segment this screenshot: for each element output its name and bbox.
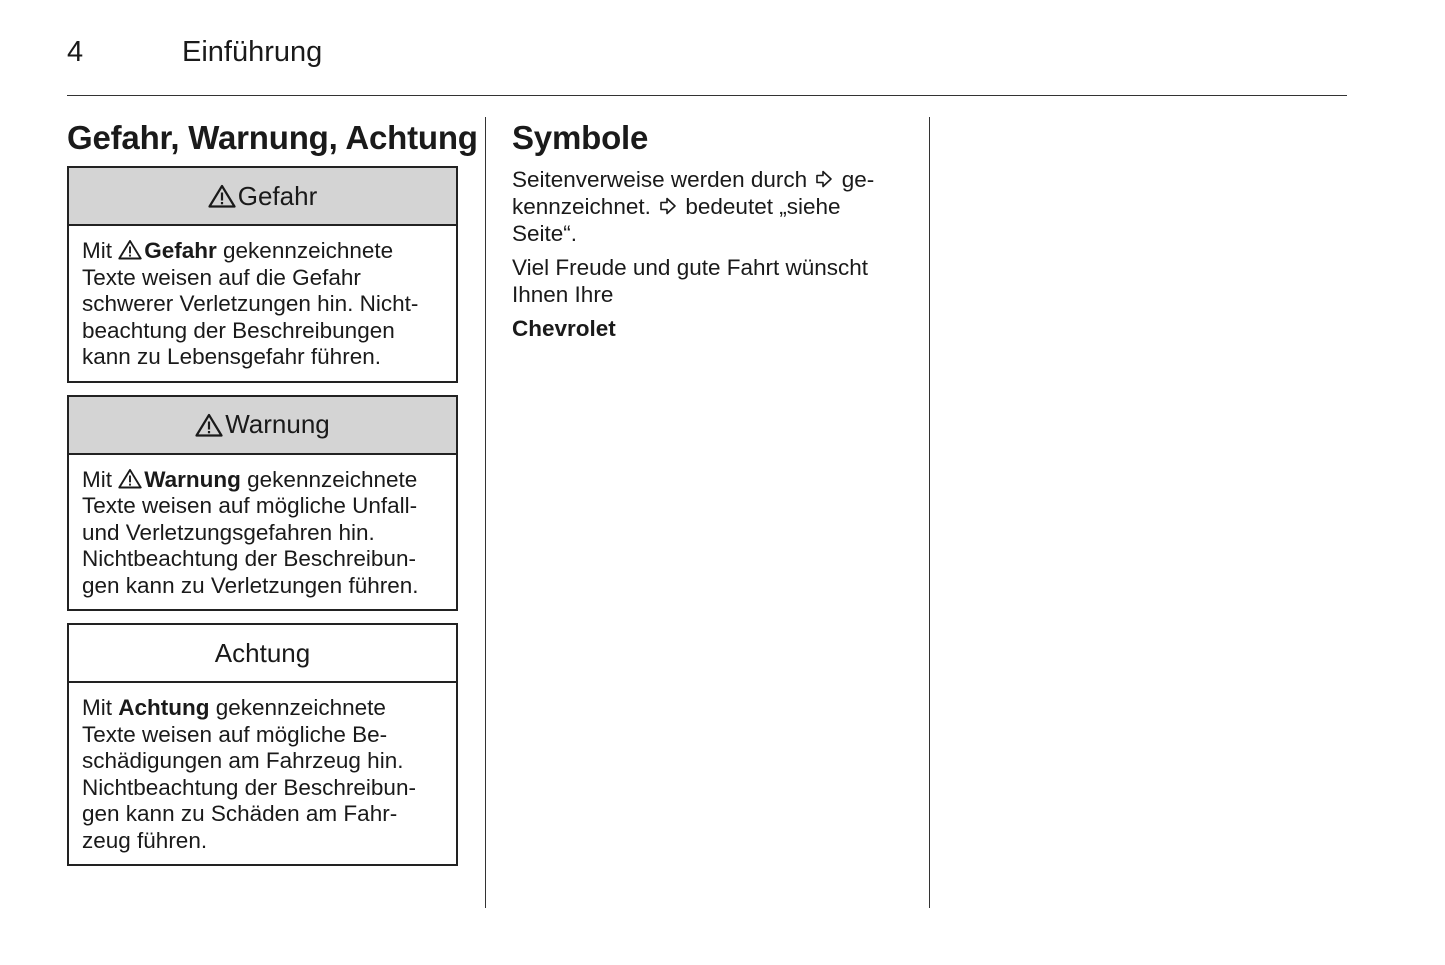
warning-keyword: Warnung bbox=[144, 466, 241, 492]
caution-box bbox=[67, 623, 458, 866]
text-line: Seite“. bbox=[512, 221, 578, 246]
text-fragment: ge- bbox=[835, 167, 875, 192]
text-line: Texte weisen auf mögliche Unfall- bbox=[82, 493, 418, 518]
warning-triangle-icon bbox=[118, 239, 142, 260]
text-line: beachtung der Beschreibungen bbox=[82, 317, 395, 343]
text-line: gen kann zu Schäden am Fahr- bbox=[82, 801, 398, 826]
text-line: und Verletzungsgefahren hin. bbox=[82, 519, 375, 545]
danger-text bbox=[69, 226, 456, 381]
warning-box bbox=[67, 395, 458, 612]
text-line: Ihnen Ihre bbox=[512, 282, 614, 307]
section-title-symbols: Symbole bbox=[512, 119, 649, 156]
caution-heading: Achtung bbox=[214, 637, 311, 668]
page-number: 4 bbox=[67, 36, 84, 68]
text-fragment: Mit bbox=[82, 238, 119, 263]
text-fragment: gekennzeichnete bbox=[240, 466, 418, 492]
text-line: Texte weisen auf mögliche Be- bbox=[82, 721, 388, 747]
text-fragment: Mit bbox=[82, 695, 119, 720]
warning-heading: Warnung bbox=[225, 409, 330, 439]
column-symbols bbox=[512, 118, 907, 349]
text-fragment: gekennzeichnete bbox=[209, 695, 386, 720]
warning-triangle-icon bbox=[208, 184, 236, 208]
text-line: schädigungen am Fahrzeug hin. bbox=[82, 748, 404, 773]
page-reference-paragraph bbox=[512, 166, 907, 247]
caution-header bbox=[69, 625, 456, 683]
text-line: gen kann zu Verletzungen führen. bbox=[82, 572, 419, 598]
text-fragment: Mit bbox=[82, 466, 119, 492]
column-warnings bbox=[67, 118, 478, 878]
text-line: Nichtbeachtung der Beschreibun- bbox=[82, 546, 416, 571]
warning-triangle-icon bbox=[118, 468, 142, 489]
text-fragment: kennzeichnet. bbox=[512, 194, 651, 219]
header-rule bbox=[67, 95, 1347, 96]
text-line: schwerer Verletzungen hin. Nicht- bbox=[82, 291, 419, 316]
text-fragment: gekennzeichnete bbox=[216, 238, 394, 263]
caution-keyword: Achtung bbox=[118, 695, 210, 720]
text-line: Nichtbeachtung der Beschreibun- bbox=[82, 774, 416, 800]
page-reference-arrow-icon bbox=[659, 197, 677, 215]
warning-text bbox=[69, 455, 456, 610]
greeting-paragraph bbox=[512, 254, 907, 308]
danger-keyword: Gefahr bbox=[144, 238, 217, 263]
warning-triangle-icon bbox=[195, 413, 223, 437]
text-line: Texte weisen auf die Gefahr bbox=[82, 264, 361, 290]
brand-signature: Chevrolet bbox=[512, 316, 616, 341]
danger-box bbox=[67, 166, 458, 383]
text-fragment: Seitenverweise werden durch bbox=[512, 167, 808, 192]
column-divider-2 bbox=[929, 117, 930, 908]
text-line: Viel Freude und gute Fahrt wünscht bbox=[512, 255, 869, 280]
text-line: kann zu Lebensgefahr führen. bbox=[82, 344, 381, 369]
text-fragment: bedeutet „siehe bbox=[679, 194, 841, 219]
danger-header bbox=[69, 168, 456, 226]
text-line: zeug führen. bbox=[82, 827, 208, 853]
chapter-title: Einführung bbox=[182, 36, 323, 68]
caution-text bbox=[69, 683, 456, 864]
warning-header bbox=[69, 397, 456, 455]
column-divider-1 bbox=[485, 117, 486, 908]
page-reference-arrow-icon bbox=[815, 170, 833, 188]
danger-heading: Gefahr bbox=[237, 180, 318, 211]
section-title-warnings: Gefahr, Warnung, Achtung bbox=[67, 119, 478, 156]
